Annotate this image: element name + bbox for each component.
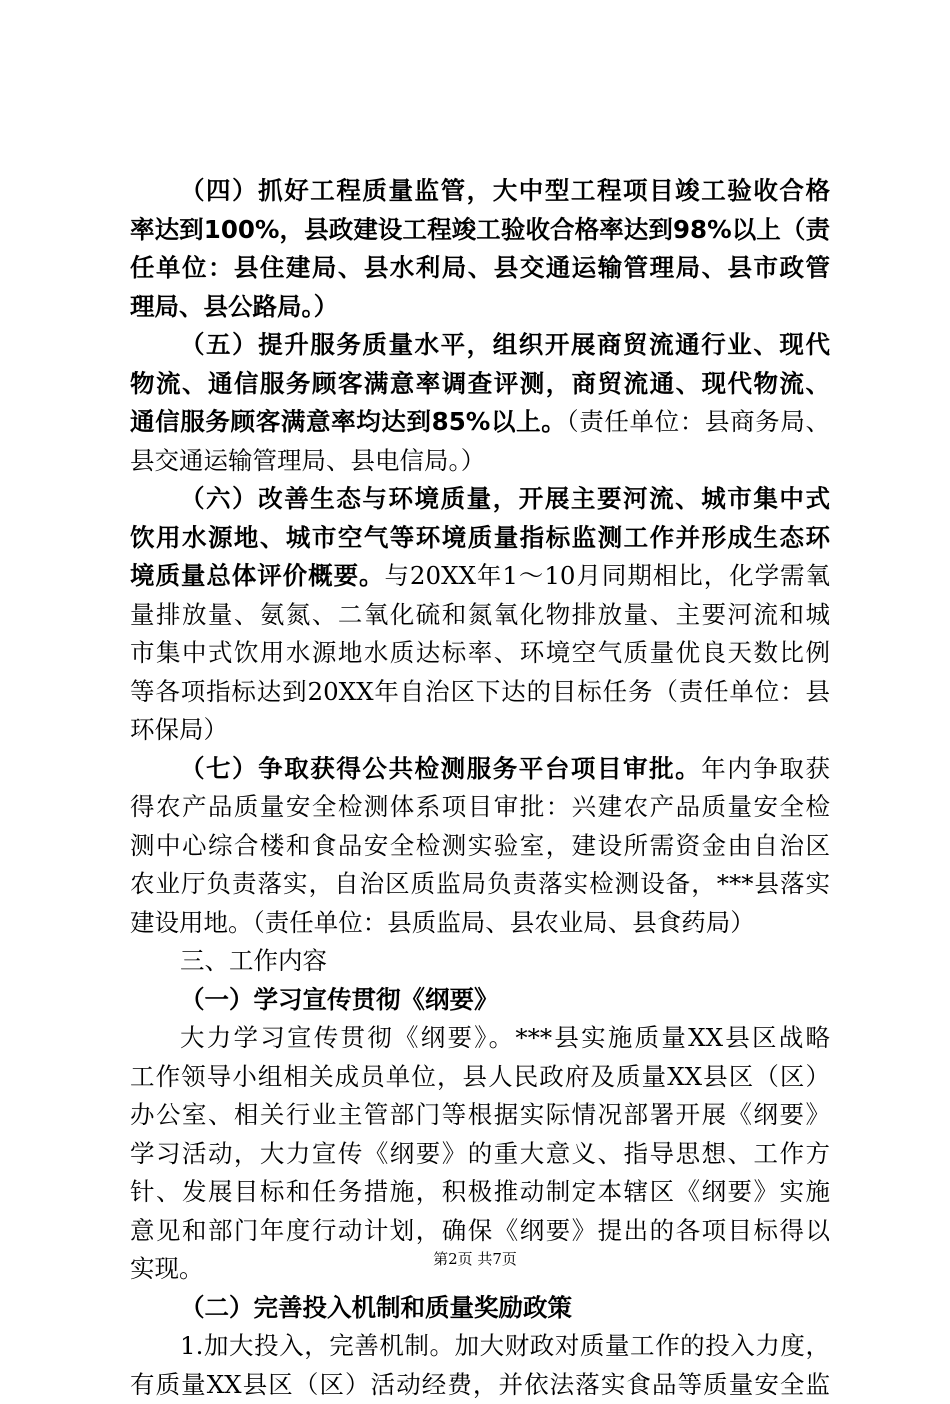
text-line: [130, 557, 830, 596]
text-line: [130, 750, 830, 789]
text-line: 1.加大投入，完善机制。加大财政对质量工作的投入力度，: [130, 1327, 830, 1366]
text-line: （六）改善生态与环境质量，开展主要河流、城市集中式: [130, 480, 830, 519]
plain-segment: 与20XX年1～10月同期相比，化学需氧: [384, 561, 830, 590]
text-line: （四）抓好工程质量监管，大中型工程项目竣工验收合格: [130, 172, 830, 211]
text-line: 大力学习宣传贯彻《纲要》。***县实施质量XX县区战略: [130, 1019, 830, 1058]
text-line: 理局、县公路局。）: [130, 288, 830, 327]
plain-segment: （责任单位：县商务局、: [566, 407, 830, 436]
text-line: （一）学习宣传贯彻《纲要》: [130, 981, 830, 1020]
bold-segment: 通信服务顾客满意率均达到85%以上。: [130, 407, 566, 436]
page-footer: 第2页 共7页: [0, 1248, 950, 1269]
text-line: 县交通运输管理局、县电信局。）: [130, 442, 830, 481]
text-line: 量排放量、氨氮、二氧化硫和氮氧化物排放量、主要河流和城: [130, 596, 830, 635]
text-line: 物流、通信服务顾客满意率调查评测，商贸流通、现代物流、: [130, 365, 830, 404]
text-line: 学习活动，大力宣传《纲要》的重大意义、指导思想、工作方: [130, 1135, 830, 1174]
bold-segment: 境质量总体评价概要。: [130, 561, 384, 590]
text-line: 市集中式饮用水源地水质达标率、环境空气质量优良天数比例: [130, 634, 830, 673]
text-line: 实现。: [130, 1250, 830, 1289]
text-line: 饮用水源地、城市空气等环境质量指标监测工作并形成生态环: [130, 519, 830, 558]
text-line: [130, 403, 830, 442]
bold-segment: （七）争取获得公共检测服务平台项目审批。: [180, 754, 701, 783]
text-line: 率达到100%，县政建设工程竣工验收合格率达到98%以上（责: [130, 211, 830, 250]
document-body: [130, 172, 830, 1404]
text-line: 环保局）: [130, 711, 830, 750]
text-line: 得农产品质量安全检测体系项目审批：兴建农产品质量安全检: [130, 788, 830, 827]
text-line: 意见和部门年度行动计划，确保《纲要》提出的各项目标得以: [130, 1212, 830, 1251]
text-line: 有质量XX县区（区）活动经费，并依法落实食品等质量安全监: [130, 1366, 830, 1404]
text-line: 办公室、相关行业主管部门等根据实际情况部署开展《纲要》: [130, 1096, 830, 1135]
text-line: 测中心综合楼和食品安全检测实验室，建设所需资金由自治区: [130, 827, 830, 866]
text-line: （五）提升服务质量水平，组织开展商贸流通行业、现代: [130, 326, 830, 365]
plain-segment: 年内争取获: [701, 754, 830, 783]
text-line: 等各项指标达到20XX年自治区下达的目标任务（责任单位：县: [130, 673, 830, 712]
text-line: （二）完善投入机制和质量奖励政策: [130, 1289, 830, 1328]
text-line: 农业厅负责落实，自治区质监局负责落实检测设备，***县落实: [130, 865, 830, 904]
text-line: 三、工作内容: [130, 942, 830, 981]
text-line: 针、发展目标和任务措施，积极推动制定本辖区《纲要》实施: [130, 1173, 830, 1212]
text-line: 建设用地。（责任单位：县质监局、县农业局、县食药局）: [130, 904, 830, 943]
text-line: 工作领导小组相关成员单位，县人民政府及质量XX县区（区）: [130, 1058, 830, 1097]
text-line: 任单位：县住建局、县水利局、县交通运输管理局、县市政管: [130, 249, 830, 288]
